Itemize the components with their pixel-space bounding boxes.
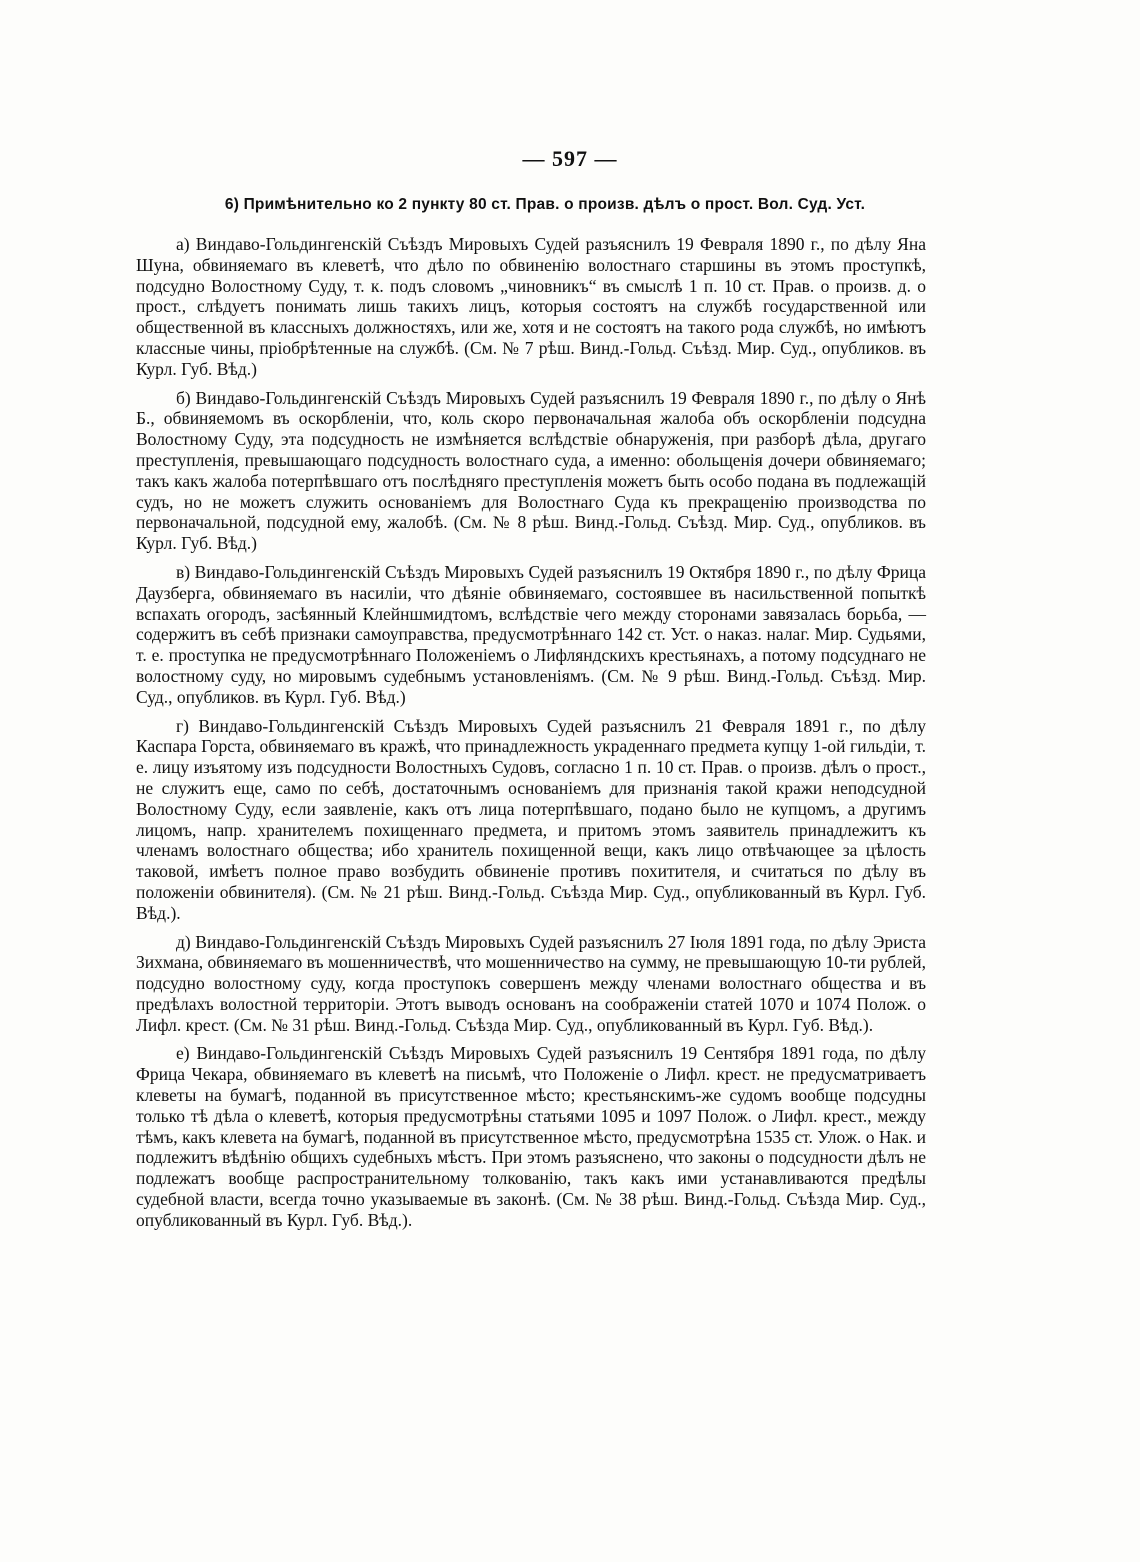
paragraph-v: в) Виндаво-Гольдингенскій Съѣздъ Мировыхъ Судей разъяснилъ 19 Октября 1890 г., по дѣлу Фрица Даузберга, обвиняемаго въ насиліи, что дѣяніе обвиняемаго, состоявшее въ насильственной попыткѣ вспахать огородъ, засѣянный Клейншмидтомъ, вслѣдствіе чего между сторонами завязалась борьба, — содержитъ въ себѣ признаки самоуправства, предусмотрѣннаго 142 ст. Уст. о наказ. налаг. Мир. Судьями, т. е. проступка не предусмотрѣннаго Положеніемъ о Лифляндскихъ крестьянахъ, а потому подсуднаго не волостному суду, но мировымъ судебнымъ установленіямъ. (См. № 9 рѣш. Винд.-Гольд. Съѣзд. Мир. Суд., опубликов. въ Курл. Губ. Вѣд.) xyxy=(136,561,926,707)
paragraph-g: г) Виндаво-Гольдингенскій Съѣздъ Мировыхъ Судей разъяснилъ 21 Февраля 1891 г., по дѣлу Каспара Горста, обвиняемаго въ кражѣ, что принадлежность украденнаго предмета купцу 1-ой гильдіи, т. е. лицу изъятому изъ подсудности Волостныхъ Судовъ, согласно 1 п. 10 ст. Прав. о произв. дѣлъ о прост., не служитъ еще, само по себѣ, достаточнымъ основаніемъ для признанія такой кражи неподсудной Волостному Суду, если заявленіе, какъ отъ лица потерпѣвшаго, подано было не купцомъ, а другимъ лицомъ, напр. хранителемъ похищеннаго предмета, и притомъ этомъ заявитель принадлежитъ къ членамъ волостнаго общества; ибо хранитель похищенной вещи, какъ лицо отвѣчающее за цѣлость таковой, имѣетъ полное право возбудить обвиненіе противъ похитителя, и считаться по дѣлу въ положеніи обвинителя). (См. № 21 рѣш. Винд.-Гольд. Съѣзда Мир. Суд., опубликованный въ Курл. Губ. Вѣд.). xyxy=(136,715,926,923)
paragraph-e: е) Виндаво-Гольдингенскій Съѣздъ Мировыхъ Судей разъяснилъ 19 Сентября 1891 года, по дѣлу Фрица Чекара, обвиняемаго въ клеветѣ на письмѣ, что Положеніе о Лифл. крест. не предусматриваетъ клеветы на бумагѣ, поданной въ присутственное мѣсто; крестьянскимъ-же судомъ вообще подсудны только тѣ дѣла о клеветѣ, которыя предусмотрѣны статьями 1095 и 1097 Полож. о Лифл. крест., между тѣмъ, какъ клевета на бумагѣ, поданной въ присутственное мѣсто, предусмотрѣна 1535 ст. Улож. о Нак. и подлежитъ вѣдѣнію общихъ судебныхъ мѣстъ. При этомъ разъяснено, что законы о подсудности дѣлъ не подлежатъ вообще распространительному толкованію, такъ какъ ими устанавливаются предѣлы судебной власти, всегда точно указываемые въ законѣ. (См. № 38 рѣш. Винд.-Гольд. Съѣзда Мир. Суд., опубликованный въ Курл. Губ. Вѣд.). xyxy=(136,1043,926,1230)
section-heading: 6) Примѣнительно ко 2 пункту 80 ст. Прав. о произв. дѣлъ о прост. Вол. Суд. Уст. xyxy=(224,196,866,213)
paragraph-d: д) Виндаво-Гольдингенскій Съѣздъ Мировыхъ Судей разъяснилъ 27 Іюля 1891 года, по дѣлу Эриста Зихмана, обвиняемаго въ мошенничествѣ, что мошенничество на сумму, не превышающую 10-ти рублей, подсудно волостному суду, когда проступокъ совершенъ между членами волостнаго общества и въ предѣлахъ волостной территоріи. Этотъ выводъ основанъ на соображеніи статей 1070 и 1074 Полож. о Лифл. крест. (См. № 31 рѣш. Винд.-Гольд. Съѣзда Мир. Суд., опубликованный въ Курл. Губ. Вѣд.). xyxy=(136,931,926,1035)
paragraph-a: а) Виндаво-Гольдингенскій Съѣздъ Мировыхъ Судей разъяснилъ 19 Февраля 1890 г., по дѣлу Яна Шуна, обвиняемаго въ клеветѣ, что дѣло по обвиненію волостнаго старшины въ этомъ проступкѣ, подсудно Волостному Суду, т. к. подъ словомъ „чиновникъ“ въ смыслѣ 1 п. 10 ст. Прав. о произв. д. о прост., слѣдуетъ понимать лишь такихъ лицъ, которыя состоятъ на службѣ государственной или общественной въ классныхъ должностяхъ, или же, хотя и не состоятъ на такого рода службѣ, но имѣютъ классные чины, пріобрѣтенные на службѣ. (См. № 7 рѣш. Винд.-Гольд. Съѣзд. Мир. Суд., опубликов. въ Курл. Губ. Вѣд.) xyxy=(136,234,926,379)
paragraph-b: б) Виндаво-Гольдингенскій Съѣздъ Мировыхъ Судей разъяснилъ 19 Февраля 1890 г., по дѣлу о Янѣ Б., обвиняемомъ въ оскорбленіи, что, коль скоро первоначальная жалоба объ оскорбленіи подсудна Волостному Суду, эта подсудность не измѣняется вслѣдствіе обнаруженія, при разборѣ дѣла, другаго преступленія, превышающаго подсудность волостнаго суда, а именно: обольщенія дочери обвиняемаго; такъ какъ жалоба потерпѣвшаго отъ послѣдняго преступленія можетъ быть особо подана въ подлежащій судъ, но не можетъ служить основаніемъ для Волостнаго Суда къ прекращенію производства по первоначальной, подсудной ему, жалобѣ. (См. № 8 рѣш. Винд.-Гольд. Съѣзд. Мир. Суд., опубликов. въ Курл. Губ. Вѣд.) xyxy=(136,387,926,554)
page-number: — 597 — xyxy=(522,146,618,171)
document-body xyxy=(136,234,926,1239)
